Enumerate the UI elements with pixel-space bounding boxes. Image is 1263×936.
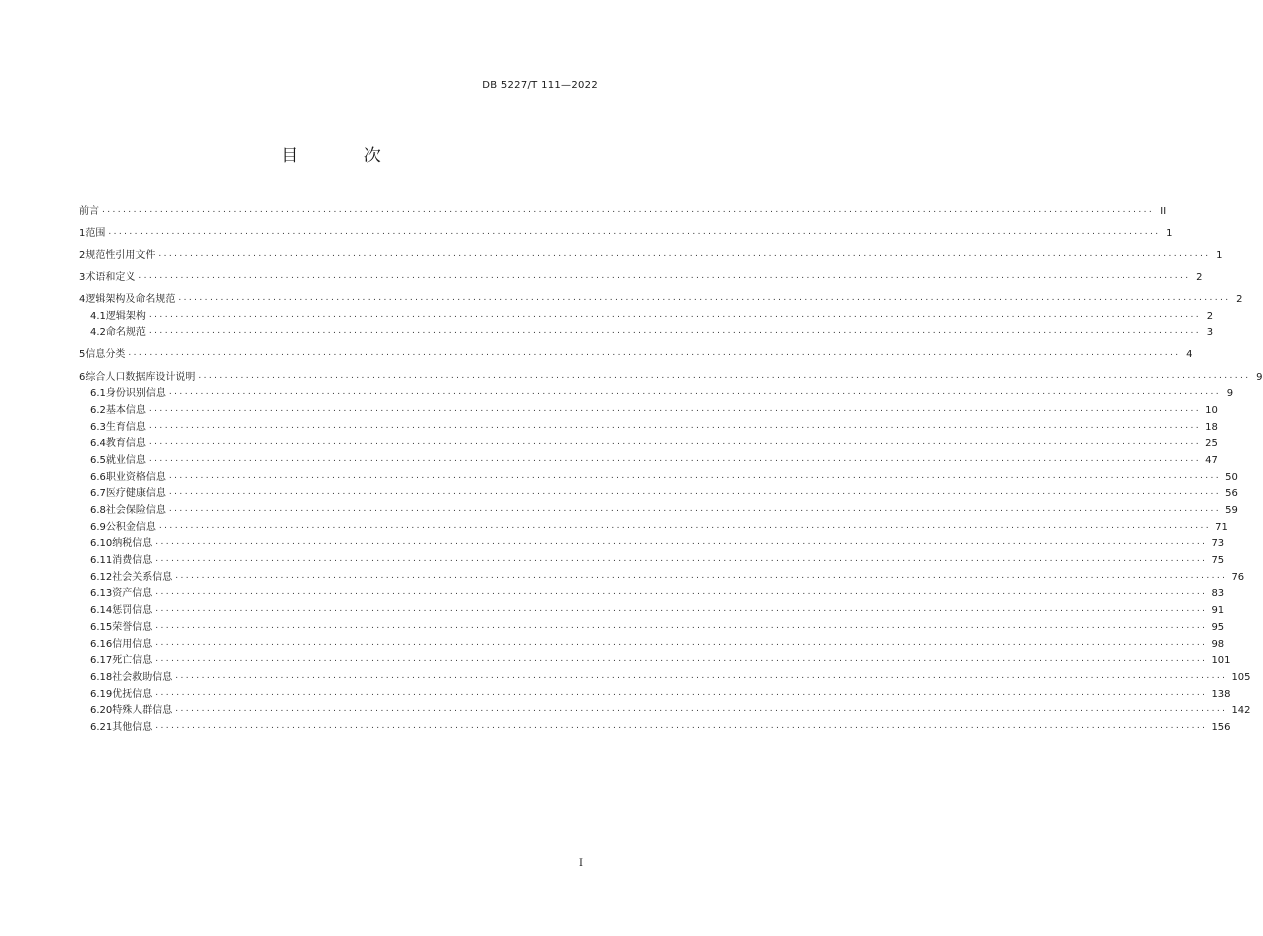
toc-entry-label: 身份识别信息 <box>105 388 166 400</box>
toc-entry-label: 命名规范 <box>105 327 146 339</box>
toc-entry[interactable] <box>79 433 1218 450</box>
toc-entry-number: 6.2 <box>90 404 106 416</box>
toc-entry-label: 规范性引用文件 <box>85 249 156 261</box>
toc-entry-number: 6.9 <box>90 521 106 533</box>
toc-entry-page: 2 <box>1236 294 1243 305</box>
toc-entry-label: 教育信息 <box>105 438 146 450</box>
toc-entry-number: 6.8 <box>90 505 106 517</box>
toc-entry-number: 6.3 <box>90 421 106 433</box>
dot-leader: ........................................................................................................................................................................................................ <box>155 554 1208 565</box>
toc-entry[interactable] <box>79 683 1231 700</box>
toc-entry-label: 信息分类 <box>85 349 126 361</box>
toc-entry-page: 56 <box>1225 488 1238 500</box>
toc-entry-page: 47 <box>1205 454 1218 466</box>
toc-entry-number: 4 <box>79 294 86 305</box>
toc-entry-page: 101 <box>1211 655 1231 667</box>
toc-entry-label: 职业资格信息 <box>105 471 166 483</box>
toc-entry-page: 50 <box>1225 471 1238 483</box>
dot-leader: ........................................................................................................................................................................................................ <box>158 520 1212 531</box>
dot-leader: ........................................................................................................................................................................................................ <box>198 370 1251 381</box>
toc-entry-page: 76 <box>1231 571 1245 583</box>
toc-entry-number: 6.17 <box>90 655 113 667</box>
dot-leader: ........................................................................................................................................................................................................ <box>148 326 1202 337</box>
toc-entry-page: 10 <box>1205 404 1218 416</box>
toc-entry-label: 社会关系信息 <box>112 571 173 583</box>
toc-entry-label: 公积金信息 <box>105 521 156 533</box>
toc-entry-number: 6.21 <box>90 721 113 733</box>
toc-entry-label: 范围 <box>85 227 106 239</box>
toc-entry[interactable] <box>79 466 1238 483</box>
toc-entry-label: 综合人口数据库设计说明 <box>85 371 196 383</box>
toc-entry[interactable] <box>79 666 1251 683</box>
toc-entry-label: 生育信息 <box>105 421 146 433</box>
toc-entry-page: II <box>1160 205 1167 217</box>
dot-leader: ........................................................................................................................................................................................................ <box>148 420 1202 431</box>
toc-entry-label: 社会保险信息 <box>105 505 166 517</box>
toc-entry-page: 98 <box>1211 638 1225 650</box>
toc-entry-label: 医疗健康信息 <box>105 488 166 500</box>
toc-entry-page: 95 <box>1211 621 1225 633</box>
toc-entry-page: 25 <box>1205 438 1218 450</box>
toc-entry-number: 6.11 <box>90 555 113 567</box>
dot-leader: ........................................................................................................................................................................................................ <box>138 270 1191 281</box>
toc-entry-page: 9 <box>1226 388 1234 400</box>
toc-entry-page: 1 <box>1166 227 1173 239</box>
dot-leader: ........................................................................................................................................................................................................ <box>128 348 1181 359</box>
toc-entry-page: 4 <box>1186 349 1193 361</box>
toc-entry-page: 105 <box>1231 671 1251 683</box>
dot-leader: ........................................................................................................................................................................................................ <box>155 604 1208 615</box>
dot-leader: ........................................................................................................................................................................................................ <box>168 387 1222 398</box>
toc-entry[interactable] <box>79 599 1225 617</box>
dot-leader: ........................................................................................................................................................................................................ <box>108 226 1161 237</box>
table-of-contents <box>79 200 1263 733</box>
dot-leader: ........................................................................................................................................................................................................ <box>175 570 1228 581</box>
toc-entry-number: 5 <box>79 349 86 361</box>
toc-entry-page: 71 <box>1215 521 1228 533</box>
dot-leader: ........................................................................................................................................................................................................ <box>175 704 1228 715</box>
dot-leader: ........................................................................................................................................................................................................ <box>175 670 1228 681</box>
toc-entry-label: 资产信息 <box>112 588 153 600</box>
toc-entry-label: 其他信息 <box>112 721 153 733</box>
toc-entry-label: 社会救助信息 <box>112 671 173 683</box>
toc-entry-number: 6.4 <box>90 438 106 450</box>
toc-entry[interactable] <box>79 366 1263 383</box>
dot-leader: ........................................................................................................................................................................................................ <box>178 293 1231 303</box>
toc-entry-number: 4.1 <box>90 310 106 322</box>
toc-entry[interactable] <box>79 549 1225 567</box>
toc-entry-label: 逻辑架构 <box>105 310 146 322</box>
toc-entry-number: 6 <box>79 371 86 383</box>
dot-leader: ........................................................................................................................................................................................................ <box>148 437 1202 448</box>
toc-entry[interactable] <box>79 483 1238 500</box>
toc-entry-number: 6.1 <box>90 388 106 400</box>
toc-entry[interactable] <box>79 499 1238 517</box>
toc-entry-number: 6.18 <box>90 671 113 683</box>
toc-entry-number: 6.7 <box>90 488 106 500</box>
toc-entry-page: 2 <box>1196 271 1203 283</box>
toc-entry-number: 6.19 <box>90 688 113 700</box>
document-code: DB 5227/T 111—2022 <box>482 80 598 91</box>
dot-leader: ........................................................................................................................................................................................................ <box>168 487 1222 498</box>
dot-leader: ........................................................................................................................................................................................................ <box>155 537 1208 548</box>
toc-entry-label: 就业信息 <box>105 454 146 466</box>
toc-entry[interactable] <box>79 650 1231 667</box>
dot-leader: ........................................................................................................................................................................................................ <box>168 470 1222 481</box>
toc-entry-label: 特殊人群信息 <box>112 705 173 717</box>
toc-entry[interactable] <box>79 700 1251 717</box>
page-title: 目 次 <box>281 146 411 166</box>
toc-entry-page: 9 <box>1256 371 1263 383</box>
toc-entry-label: 前言 <box>79 205 99 217</box>
toc-entry-label: 逻辑架构及命名规范 <box>85 294 176 305</box>
toc-entry[interactable] <box>79 288 1243 305</box>
toc-entry-number: 6.15 <box>90 621 113 633</box>
toc-entry-label: 基本信息 <box>105 404 146 416</box>
toc-entry[interactable] <box>79 416 1218 433</box>
toc-entry-number: 6.14 <box>90 605 113 617</box>
toc-entry[interactable] <box>79 244 1223 261</box>
toc-entry-label: 惩罚信息 <box>112 605 153 617</box>
toc-entry[interactable] <box>79 305 1214 322</box>
toc-entry-number: 6.20 <box>90 705 113 717</box>
toc-entry[interactable] <box>79 322 1214 339</box>
toc-entry-label: 纳税信息 <box>112 538 153 550</box>
toc-entry[interactable] <box>79 516 1228 533</box>
toc-entry-label: 荣誉信息 <box>112 621 153 633</box>
dot-leader: ........................................................................................................................................................................................................ <box>148 453 1202 464</box>
toc-entry[interactable] <box>79 200 1167 217</box>
toc-entry[interactable] <box>79 716 1231 733</box>
dot-leader: ........................................................................................................................................................................................................ <box>158 248 1211 259</box>
toc-entry-number: 4.2 <box>90 327 106 339</box>
toc-entry[interactable] <box>79 383 1234 400</box>
dot-leader: ........................................................................................................................................................................................................ <box>155 637 1208 648</box>
dot-leader: ........................................................................................................................................................................................................ <box>168 504 1222 515</box>
toc-entry-label: 术语和定义 <box>85 271 136 283</box>
toc-entry[interactable] <box>79 399 1218 416</box>
toc-entry-number: 6.6 <box>90 471 106 483</box>
dot-leader: ........................................................................................................................................................................................................ <box>155 720 1208 731</box>
toc-entry-page: 83 <box>1211 588 1225 600</box>
dot-leader: ........................................................................................................................................................................................................ <box>155 654 1208 665</box>
page-number: I <box>579 858 583 869</box>
toc-entry[interactable] <box>79 344 1193 361</box>
toc-entry-page: 2 <box>1206 310 1214 322</box>
toc-entry-number: 6.5 <box>90 454 106 466</box>
toc-entry[interactable] <box>79 533 1225 550</box>
toc-entry-page: 138 <box>1211 688 1231 700</box>
toc-entry-number: 6.13 <box>90 588 113 600</box>
toc-entry[interactable] <box>79 449 1218 466</box>
toc-entry-number: 2 <box>79 249 86 261</box>
toc-entry-page: 18 <box>1205 421 1218 433</box>
toc-entry-page: 142 <box>1231 705 1251 717</box>
toc-entry-number: 6.10 <box>90 538 113 550</box>
toc-entry[interactable] <box>79 633 1225 650</box>
dot-leader: ........................................................................................................................................................................................................ <box>148 309 1202 320</box>
toc-entry-label: 死亡信息 <box>112 655 153 667</box>
dot-leader: ........................................................................................................................................................................................................ <box>155 620 1208 631</box>
toc-entry[interactable] <box>79 566 1245 583</box>
toc-entry-page: 156 <box>1211 721 1231 733</box>
dot-leader: ........................................................................................................................................................................................................ <box>155 687 1208 698</box>
toc-entry-label: 信用信息 <box>112 638 153 650</box>
toc-entry-page: 91 <box>1211 605 1225 617</box>
toc-entry-page: 73 <box>1211 538 1225 550</box>
toc-entry-page: 1 <box>1216 249 1223 261</box>
toc-entry-number: 1 <box>79 227 86 239</box>
toc-entry[interactable] <box>79 222 1173 239</box>
toc-entry-number: 3 <box>79 271 86 283</box>
toc-entry[interactable] <box>79 583 1225 600</box>
toc-entry-page: 3 <box>1206 327 1214 339</box>
toc-entry-page: 75 <box>1211 555 1225 567</box>
dot-leader: ........................................................................................................................................................................................................ <box>102 204 1155 215</box>
toc-entry[interactable] <box>79 616 1225 633</box>
toc-entry-label: 消费信息 <box>112 555 153 567</box>
dot-leader: ........................................................................................................................................................................................................ <box>148 403 1202 414</box>
toc-entry[interactable] <box>79 266 1203 283</box>
toc-entry-label: 优抚信息 <box>112 688 153 700</box>
toc-entry-number: 6.16 <box>90 638 113 650</box>
toc-entry-page: 59 <box>1225 505 1238 517</box>
toc-entry-number: 6.12 <box>90 571 113 583</box>
dot-leader: ........................................................................................................................................................................................................ <box>155 587 1208 598</box>
